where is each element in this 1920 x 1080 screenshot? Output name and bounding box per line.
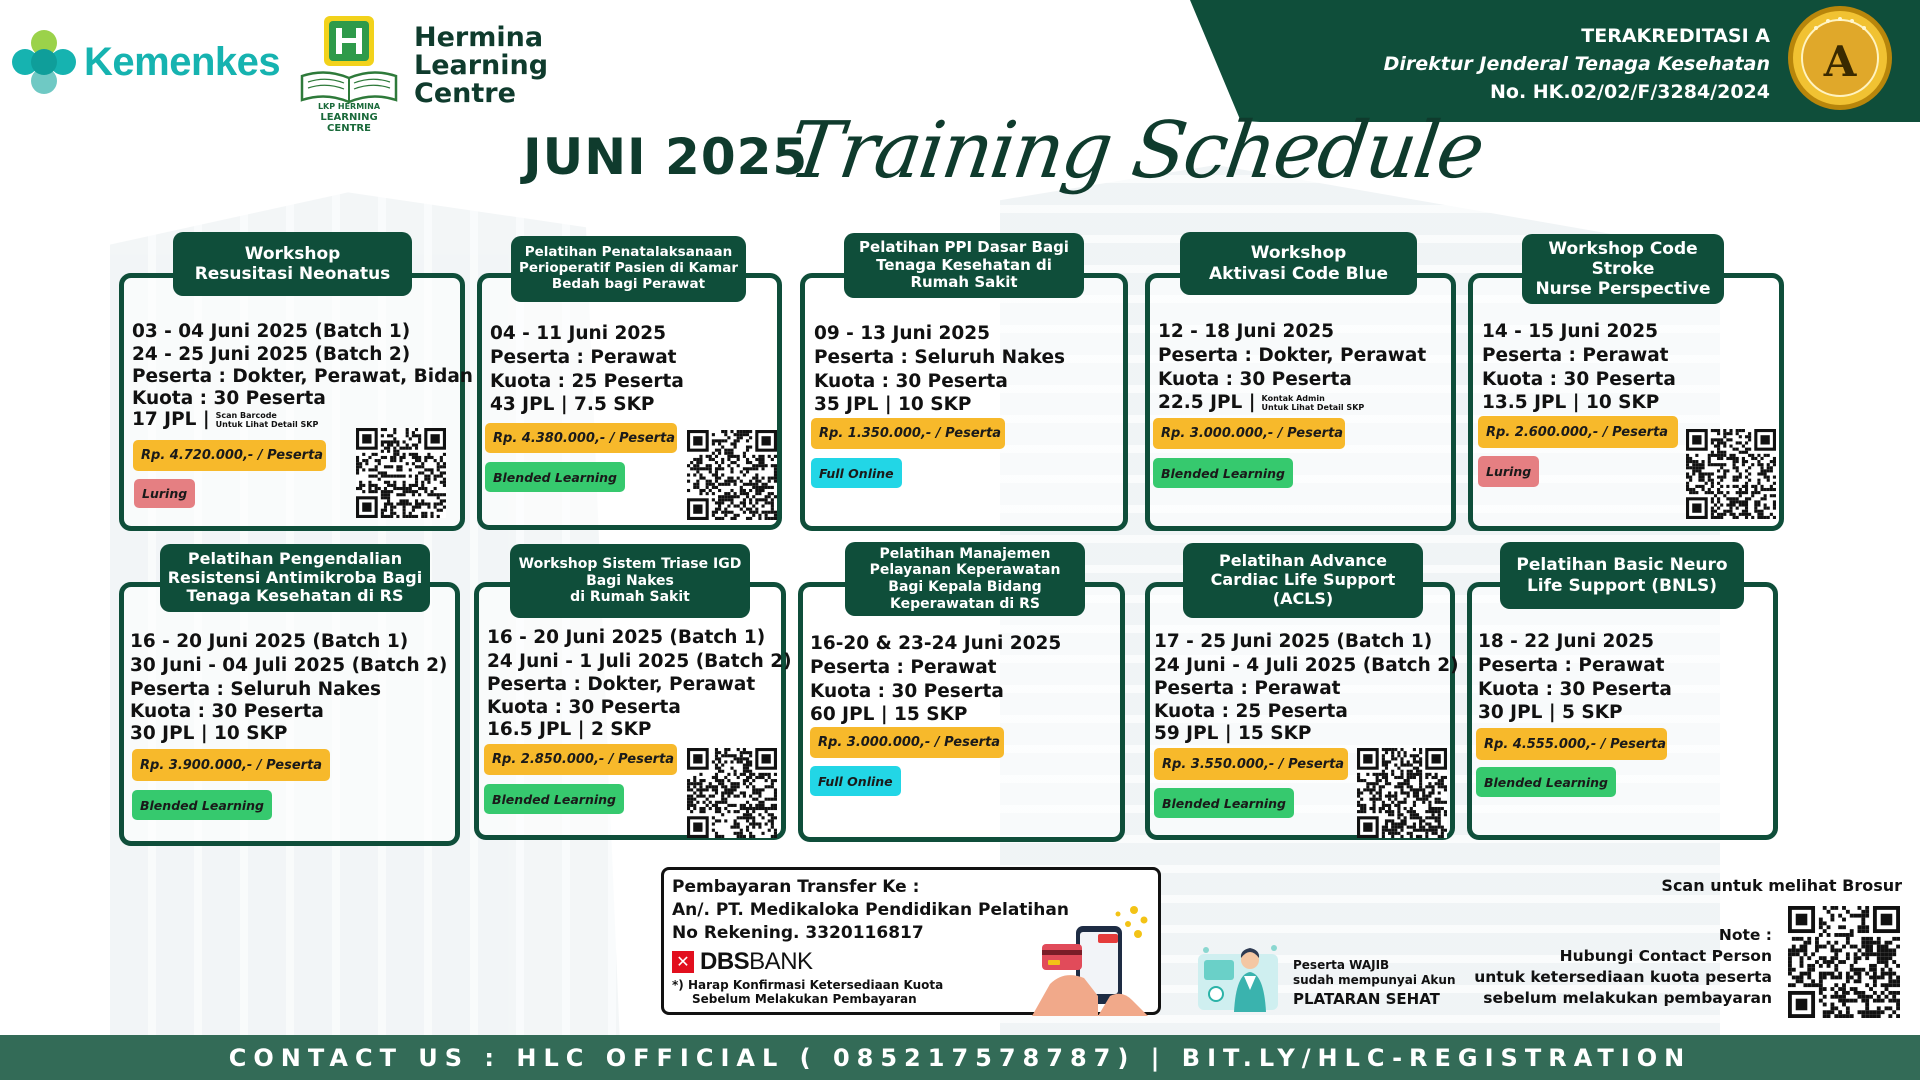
training-detail-text: 12 - 18 Juni 2025 xyxy=(1158,321,1334,342)
training-title-line: Bedah bagi Perawat xyxy=(551,275,706,292)
training-detail-line xyxy=(490,370,684,393)
training-detail-text: Kuota : 30 Peserta xyxy=(810,681,1004,702)
qr-code-icon[interactable] xyxy=(1686,429,1776,519)
training-detail-line xyxy=(1158,320,1426,344)
page-title-month: JUNI 2025 xyxy=(523,128,809,186)
training-detail-text: 18 - 22 Juni 2025 xyxy=(1478,631,1654,652)
training-detail-text: Kuota : 30 Peserta xyxy=(132,388,326,409)
training-detail-text: Peserta : Perawat xyxy=(490,347,677,368)
training-title-line: Bagi Kepala Bidang xyxy=(888,579,1042,595)
training-detail-text: 43 JPL | 7.5 SKP xyxy=(490,394,655,415)
dbs-text xyxy=(700,948,813,976)
training-title-tab xyxy=(510,544,750,618)
note-line-3: sebelum melakukan pembayaran xyxy=(1483,989,1772,1007)
training-title-tab xyxy=(845,542,1085,616)
training-detail-line xyxy=(1154,678,1459,700)
training-title-line: Bagi Nakes xyxy=(586,572,674,589)
learning-mode-badge: Luring xyxy=(134,479,195,508)
training-detail-line xyxy=(490,322,684,346)
training-detail-text: 30 JPL | 5 SKP xyxy=(1478,702,1623,723)
training-detail-text: Kuota : 30 Peserta xyxy=(1482,369,1676,390)
skp-note xyxy=(216,411,319,429)
training-detail-line xyxy=(487,719,792,741)
price-badge: Rp. 2.850.000,- / Peserta xyxy=(484,744,677,775)
training-detail-line xyxy=(810,656,1061,680)
hlc-title-line-2: Learning xyxy=(414,50,549,81)
training-detail-line xyxy=(1478,701,1672,724)
training-title-line: Aktivasi Code Blue xyxy=(1208,263,1389,284)
training-title-tab xyxy=(1500,542,1744,609)
training-details xyxy=(1482,320,1676,414)
training-detail-text: Peserta : Seluruh Nakes xyxy=(814,347,1066,368)
training-details xyxy=(487,626,792,741)
note-line-2: untuk ketersediaan kuota peserta xyxy=(1474,968,1772,986)
training-detail-line xyxy=(1158,344,1426,368)
payment-box xyxy=(661,867,1161,1015)
skp-note-line: Scan Barcode xyxy=(215,411,277,420)
accreditation-seal-icon xyxy=(1786,4,1894,112)
skp-note-line: Untuk Lihat Detail SKP xyxy=(1261,403,1365,412)
plataran-text xyxy=(1293,958,1455,1010)
training-title-line: Life Support (BNLS) xyxy=(1526,575,1718,596)
learning-mode-badge: Full Online xyxy=(810,766,901,796)
training-detail-text: 03 - 04 Juni 2025 (Batch 1) xyxy=(132,321,411,342)
training-detail-text: 09 - 13 Juni 2025 xyxy=(814,323,990,344)
note-text xyxy=(1474,925,1772,1009)
training-detail-text: 13.5 JPL | 10 SKP xyxy=(1482,392,1660,413)
brosur-label: Scan untuk melihat Brosur xyxy=(1661,876,1902,895)
price-badge: Rp. 4.555.000,- / Peserta xyxy=(1476,728,1667,760)
skp-note xyxy=(1262,394,1365,412)
training-detail-line xyxy=(132,366,473,388)
training-title-line: Pelatihan Penatalaksanaan xyxy=(524,244,733,261)
training-detail-text: 16-20 & 23-24 Juni 2025 xyxy=(810,633,1062,654)
training-detail-text: 17 - 25 Juni 2025 (Batch 1) xyxy=(1154,631,1433,652)
learning-mode-badge: Full Online xyxy=(811,458,902,488)
training-detail-line xyxy=(132,343,473,366)
learning-mode-badge: Blended Learning xyxy=(1476,767,1616,797)
payment-line-2: An/. PT. Medikaloka Pendidikan Pelatihan xyxy=(672,900,1069,920)
training-detail-text: 16 - 20 Juni 2025 (Batch 1) xyxy=(130,631,409,652)
training-details xyxy=(1154,630,1459,745)
hlc-caption-line-2: LEARNING CENTRE xyxy=(320,111,378,134)
training-detail-text: Peserta : Perawat xyxy=(810,657,997,678)
learning-mode-badge: Blended Learning xyxy=(1154,788,1294,818)
accreditation-line-2: Direktur Jenderal Tenaga Kesehatan xyxy=(1383,53,1770,75)
training-detail-line xyxy=(814,393,1065,416)
hlc-caption xyxy=(298,103,400,134)
accreditation-text xyxy=(1384,22,1770,106)
learning-mode-badge: Blended Learning xyxy=(132,790,272,820)
training-detail-line xyxy=(1482,344,1676,368)
training-detail-line xyxy=(132,410,473,430)
payment-note-line-1: *) Harap Konfirmasi Ketersediaan Kuota xyxy=(672,978,944,992)
training-detail-line xyxy=(1478,678,1672,701)
training-title-line: Pelayanan Keperawatan xyxy=(869,562,1061,579)
training-title-line: Rumah Sakit xyxy=(910,273,1018,292)
training-detail-text: 35 JPL | 10 SKP xyxy=(814,394,972,415)
training-detail-text: 59 JPL | 15 SKP xyxy=(1154,723,1312,744)
training-detail-line xyxy=(132,320,473,343)
training-title-line: Cardiac Life Support xyxy=(1210,570,1396,590)
training-detail-line xyxy=(130,701,447,723)
training-details xyxy=(810,632,1061,726)
training-detail-text: 16.5 JPL | 2 SKP xyxy=(487,719,652,740)
training-detail-text: 30 JPL | 10 SKP xyxy=(130,723,288,744)
training-detail-text: Peserta : Dokter, Perawat, Bidan xyxy=(132,366,473,387)
training-title-line: Workshop Sistem Triase IGD xyxy=(518,556,742,573)
training-detail-text: 16 - 20 Juni 2025 (Batch 1) xyxy=(487,627,766,648)
training-title-line: Workshop xyxy=(1250,243,1347,264)
accreditation-line-3: No. HK.02/02/F/3284/2024 xyxy=(1489,81,1770,103)
plataran-line-2: sudah mempunyai Akun xyxy=(1293,973,1456,987)
training-detail-text: Kuota : 30 Peserta xyxy=(1158,369,1352,390)
training-details xyxy=(490,322,684,416)
training-detail-line xyxy=(130,654,447,678)
training-detail-line xyxy=(487,650,792,674)
training-detail-line xyxy=(130,678,447,701)
payment-note-line-2: Sebelum Melakukan Pembayaran xyxy=(692,992,917,1006)
payment-lines xyxy=(672,876,1069,945)
training-details xyxy=(132,320,473,430)
training-detail-line xyxy=(814,346,1065,370)
payment-line-3: No Rekening. 3320116817 xyxy=(672,923,924,943)
training-detail-line xyxy=(490,393,684,416)
training-details xyxy=(1478,630,1672,724)
training-detail-line xyxy=(1482,320,1676,344)
training-detail-text: Peserta : Perawat xyxy=(1478,655,1665,676)
training-title-line: di Rumah Sakit xyxy=(570,589,690,606)
dbs-light: BANK xyxy=(749,948,813,975)
training-detail-line xyxy=(1154,630,1459,654)
training-detail-text: 30 Juni - 04 Juli 2025 (Batch 2) xyxy=(130,655,448,676)
training-title-line: Nurse Perspective xyxy=(1535,279,1711,300)
training-title-line: Stroke xyxy=(1591,258,1655,279)
training-detail-line xyxy=(132,388,473,410)
training-title-line: Workshop Code xyxy=(1548,238,1698,259)
training-detail-line xyxy=(810,703,1061,726)
training-detail-text: Kuota : 25 Peserta xyxy=(490,371,684,392)
plataran-doctor-icon xyxy=(1190,940,1286,1020)
training-detail-line xyxy=(130,723,447,745)
skp-note-line: Untuk Lihat Detail SKP xyxy=(215,420,319,429)
training-title-line: Keperawatan di RS xyxy=(890,595,1040,612)
note-title: Note : xyxy=(1718,926,1772,944)
learning-mode-badge: Blended Learning xyxy=(485,462,625,492)
training-detail-text: 24 Juni - 4 Juli 2025 (Batch 2) xyxy=(1154,655,1459,676)
plataran-line-1: Peserta WAJIB xyxy=(1293,958,1390,972)
training-detail-line xyxy=(1154,700,1459,723)
training-detail-line xyxy=(1154,654,1459,678)
training-title-line: (ACLS) xyxy=(1272,588,1334,608)
training-title-line: Resusitasi Neonatus xyxy=(194,264,391,284)
dbs-bold: DBS xyxy=(700,948,750,975)
training-detail-line xyxy=(1482,391,1676,414)
training-detail-line xyxy=(1158,368,1426,391)
training-detail-text: 14 - 15 Juni 2025 xyxy=(1482,321,1658,342)
training-title-line: Perioperatif Pasien di Kamar xyxy=(518,260,739,277)
kemenkes-label: Kemenkes xyxy=(84,39,281,84)
plataran-line-3: PLATARAN SEHAT xyxy=(1293,990,1440,1008)
brosur-qr-code-icon[interactable] xyxy=(1788,906,1900,1018)
training-detail-text: Kuota : 25 Peserta xyxy=(1154,701,1348,722)
training-detail-text: Kuota : 30 Peserta xyxy=(814,371,1008,392)
phone-payment-icon xyxy=(1032,900,1158,1016)
learning-mode-badge: Blended Learning xyxy=(484,784,624,814)
training-title-tab xyxy=(511,236,746,302)
training-detail-text: 04 - 11 Juni 2025 xyxy=(490,323,666,344)
note-line-1: Hubungi Contact Person xyxy=(1559,947,1772,965)
training-detail-text: Peserta : Dokter, Perawat xyxy=(487,674,756,695)
training-detail-line xyxy=(814,322,1065,346)
seal-grade: A xyxy=(1823,37,1857,86)
training-detail-line xyxy=(490,346,684,370)
training-detail-text: Peserta : Perawat xyxy=(1482,345,1669,366)
training-detail-text: Peserta : Seluruh Nakes xyxy=(130,679,382,700)
training-title-tab xyxy=(1180,232,1417,295)
hlc-title xyxy=(414,24,548,108)
training-title-line: Workshop xyxy=(244,243,341,264)
training-title-tab xyxy=(1183,543,1423,618)
training-detail-text: Peserta : Perawat xyxy=(1154,678,1341,699)
price-badge: Rp. 4.720.000,- / Peserta xyxy=(133,440,326,471)
training-detail-line xyxy=(1478,654,1672,678)
training-detail-line xyxy=(487,626,792,650)
footer-contact: CONTACT US : HLC OFFICIAL ( 085217578787) | BIT.LY/HLC-REGISTRATION xyxy=(0,1035,1920,1080)
training-detail-line xyxy=(487,674,792,696)
training-detail-line xyxy=(1478,630,1672,654)
training-title-line: Pelatihan Manajemen xyxy=(879,545,1051,562)
accreditation-line-1: TERAKREDITASI A xyxy=(1581,25,1770,47)
kemenkes-mark-icon xyxy=(12,30,76,94)
hlc-title-line-1: Hermina xyxy=(414,22,544,53)
training-detail-line xyxy=(130,630,447,654)
price-badge: Rp. 3.000.000,- / Peserta xyxy=(1153,418,1345,449)
training-detail-text: 17 JPL | xyxy=(132,409,210,430)
training-title-line: Tenaga Kesehatan di RS xyxy=(186,586,404,606)
training-title-line: Resistensi Antimikroba Bagi xyxy=(167,567,423,587)
training-details xyxy=(130,630,447,745)
price-badge: Rp. 1.350.000,- / Peserta xyxy=(811,418,1005,449)
training-detail-text: 22.5 JPL | xyxy=(1158,392,1256,413)
training-title-line: Tenaga Kesehatan di xyxy=(876,255,1052,274)
training-detail-text: Peserta : Dokter, Perawat xyxy=(1158,345,1427,366)
training-detail-line xyxy=(1482,368,1676,391)
qr-code-icon[interactable] xyxy=(1357,748,1447,838)
training-title-line: Pelatihan Advance xyxy=(1219,551,1387,571)
training-detail-text: 24 - 25 Juni 2025 (Batch 2) xyxy=(132,344,411,365)
dbs-x-icon: ✕ xyxy=(672,951,694,973)
training-detail-text: Kuota : 30 Peserta xyxy=(1478,679,1672,700)
price-badge: Rp. 4.380.000,- / Peserta xyxy=(485,423,677,453)
qr-code-icon[interactable] xyxy=(356,428,446,518)
training-detail-text: 24 Juni - 1 Juli 2025 (Batch 2) xyxy=(487,651,792,672)
training-details xyxy=(814,322,1065,416)
training-detail-line xyxy=(487,696,792,719)
training-detail-text: Kuota : 30 Peserta xyxy=(130,701,324,722)
skp-note-line: Kontak Admin xyxy=(1261,394,1325,403)
qr-code-icon[interactable] xyxy=(687,748,777,838)
learning-mode-badge: Blended Learning xyxy=(1153,458,1293,488)
qr-code-icon[interactable] xyxy=(687,430,777,520)
training-detail-text: 60 JPL | 15 SKP xyxy=(810,704,968,725)
price-badge: Rp. 2.600.000,- / Peserta xyxy=(1478,416,1678,448)
training-detail-text: Kuota : 30 Peserta xyxy=(487,697,681,718)
training-title-tab xyxy=(844,233,1084,298)
training-detail-line xyxy=(810,680,1061,703)
price-badge: Rp. 3.900.000,- / Peserta xyxy=(132,749,330,781)
training-title-tab xyxy=(173,232,412,296)
kemenkes-logo xyxy=(12,30,280,94)
hlc-caption-line-1: LKP HERMINA xyxy=(317,102,381,111)
page-title-script: Training Schedule xyxy=(783,106,1489,196)
training-title-tab xyxy=(1522,234,1724,304)
training-title-tab xyxy=(160,544,430,612)
dbs-bank-logo xyxy=(672,948,813,976)
hlc-title-line-3: Centre xyxy=(414,78,516,109)
training-detail-line xyxy=(1154,723,1459,745)
training-detail-line xyxy=(814,370,1065,393)
payment-line-1: Pembayaran Transfer Ke : xyxy=(672,877,920,897)
price-badge: Rp. 3.550.000,- / Peserta xyxy=(1154,748,1348,780)
training-title-line: Pelatihan Basic Neuro xyxy=(1516,555,1728,576)
training-title-line: Pelatihan Pengendalian xyxy=(187,548,403,568)
training-title-line: Pelatihan PPI Dasar Bagi xyxy=(859,237,1069,256)
price-badge: Rp. 3.000.000,- / Peserta xyxy=(810,727,1004,758)
learning-mode-badge: Luring xyxy=(1478,456,1539,487)
training-detail-line xyxy=(1158,391,1426,414)
training-details xyxy=(1158,320,1426,414)
training-detail-line xyxy=(810,632,1061,656)
payment-note xyxy=(672,978,943,1006)
